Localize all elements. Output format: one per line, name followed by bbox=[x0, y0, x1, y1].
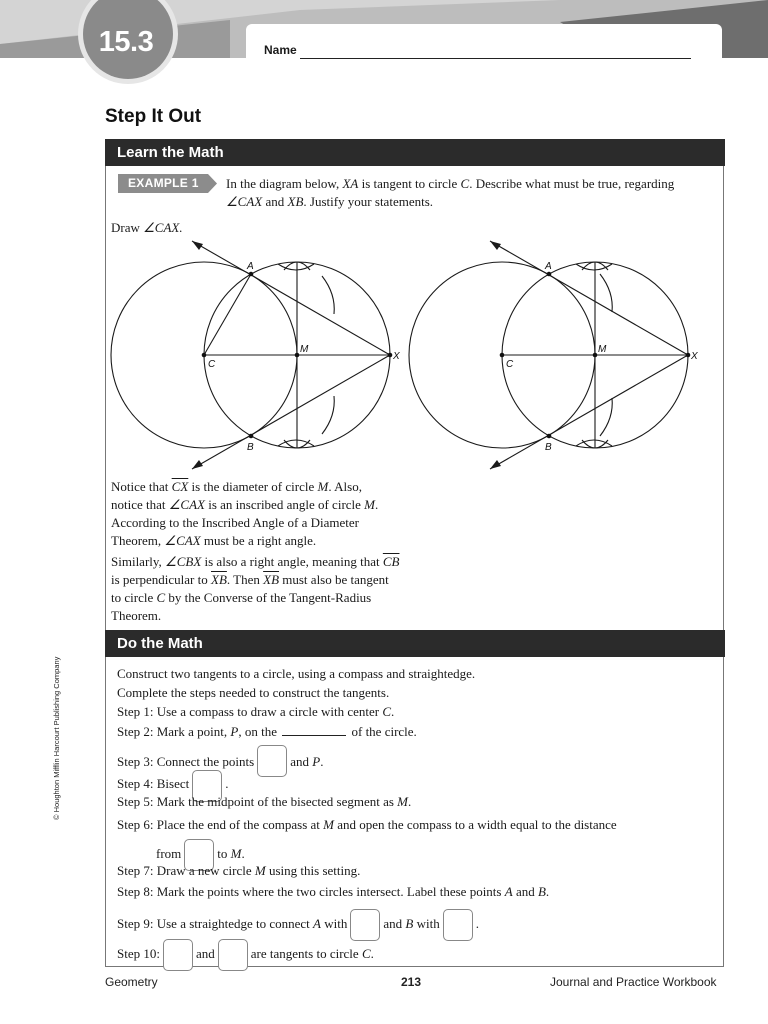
tangent-xb bbox=[192, 355, 390, 469]
arc-mark-side-bottom bbox=[322, 396, 334, 434]
step-9-answer-box-2[interactable] bbox=[443, 909, 473, 941]
lesson-number-badge bbox=[76, 0, 180, 86]
arc-mark-side-top bbox=[322, 276, 334, 314]
do-the-math-header: Do the Math bbox=[105, 630, 725, 657]
page-number: 213 bbox=[401, 975, 422, 989]
example-prompt: In the diagram below, XA is tangent to circle C. Describe what must be true, regarding ∠CAX and XB. Justify your statements. bbox=[226, 176, 675, 209]
label-a: A bbox=[247, 261, 254, 272]
label-x: X bbox=[691, 351, 698, 362]
step-9: Step 9: Use a straightedge to connect A with and B with . bbox=[117, 909, 479, 941]
draw-instruction: Draw ∠CAX. bbox=[111, 220, 183, 235]
label-c: C bbox=[506, 359, 514, 370]
example-label-text: EXAMPLE 1 bbox=[128, 176, 199, 190]
label-b: B bbox=[247, 442, 254, 453]
explanation-paragraph-2: Similarly, ∠CBX is also a right angle, meaning that $\overline{CB}$ is perpendicular to $\overline{XB}$. Then $\overline{XB}$ must also be tangent to circle C by the Converse of the Tangent-Radius Theorem. bbox=[111, 554, 400, 623]
step-3-answer-box[interactable] bbox=[257, 745, 287, 777]
step-9-answer-box-1[interactable] bbox=[350, 909, 380, 941]
step-8: Step 8: Mark the points where the two circles intersect. Label these points A and B. bbox=[117, 884, 550, 899]
lesson-number: 15.3 bbox=[98, 26, 154, 58]
name-field[interactable] bbox=[300, 58, 691, 59]
learn-the-math-header: Learn the Math bbox=[105, 139, 725, 166]
construction-diagram-blank bbox=[406, 236, 706, 476]
step-2-blank[interactable] bbox=[282, 723, 346, 736]
segment-ca bbox=[204, 274, 251, 355]
label-a: A bbox=[545, 261, 552, 272]
label-b: B bbox=[545, 442, 552, 453]
construction-diagram-answer bbox=[108, 236, 398, 476]
name-label: Name bbox=[264, 43, 297, 57]
tangent-xa bbox=[192, 241, 390, 355]
step-4: Step 4: Bisect . bbox=[117, 769, 228, 801]
copyright-notice: © Houghton Mifflin Harcourt Publishing Company bbox=[52, 656, 61, 820]
footer-book-title: Journal and Practice Workbook bbox=[550, 975, 717, 989]
step-2: Step 2: Mark a point, P, on the of the circle. bbox=[117, 724, 417, 739]
label-c: C bbox=[208, 359, 216, 370]
step-7: Step 7: Draw a new circle M using this setting. bbox=[117, 863, 361, 878]
explanation-paragraph-1: Notice that $\overline{CX}$ is the diameter of circle M. Also, notice that ∠CAX is an inscribed angle of circle M. According to the Inscribed Angle of a Diameter Theorem, ∠CAX must be a right angle. bbox=[111, 479, 379, 548]
step-1: Step 1: Use a compass to draw a circle with center C. bbox=[117, 704, 395, 719]
step-10-answer-box-2[interactable] bbox=[218, 939, 248, 971]
tangent-xa bbox=[490, 241, 688, 355]
label-x: X bbox=[393, 351, 400, 362]
name-box bbox=[246, 24, 722, 68]
step-3: Step 3: Connect the points and P. bbox=[117, 747, 323, 779]
step-10: Step 10: and are tangents to circle C. bbox=[117, 939, 374, 971]
do-intro-2: Complete the steps needed to construct the tangents. bbox=[117, 685, 390, 700]
step-5: Step 5: Mark the midpoint of the bisected segment as M. bbox=[117, 794, 412, 809]
tangent-xb bbox=[490, 355, 688, 469]
example-label bbox=[118, 174, 218, 193]
do-intro-1: Construct two tangents to a circle, using a compass and straightedge. bbox=[117, 666, 476, 681]
footer-subject: Geometry bbox=[105, 975, 158, 989]
label-m: M bbox=[300, 344, 309, 355]
label-m: M bbox=[598, 344, 607, 355]
step-10-answer-box-1[interactable] bbox=[163, 939, 193, 971]
step-6: Step 6: Place the end of the compass at M and open the compass to a width equal to the distance bbox=[117, 817, 617, 832]
step-6-continued: from to M. bbox=[156, 839, 245, 871]
page-heading: Step It Out bbox=[105, 106, 202, 127]
